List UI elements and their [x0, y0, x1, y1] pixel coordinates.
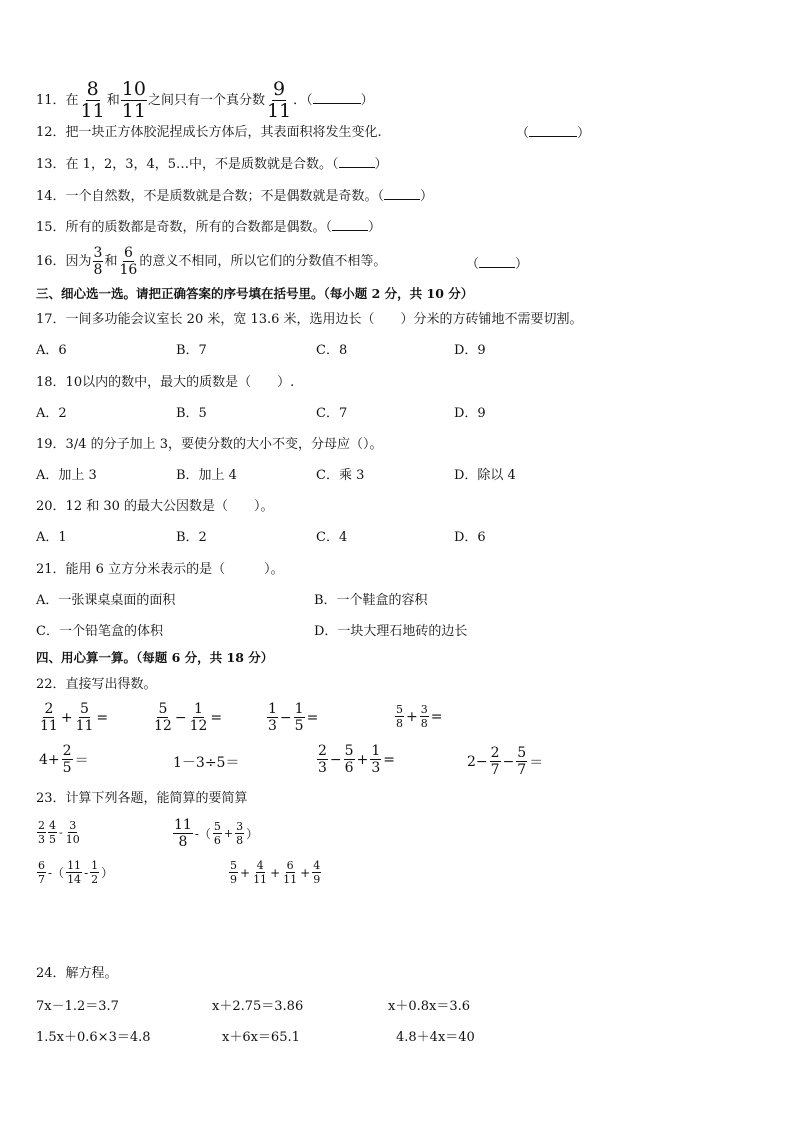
q22-expr-1: $\frac{2}{11}$ + $\frac{5}{11}$ = [40, 701, 109, 734]
answer-blank[interactable] [339, 155, 375, 168]
answer-blank[interactable] [332, 218, 368, 231]
q24-equation-3: x＋0.8x＝3.6 [388, 999, 471, 1014]
q22-expr-2: $\frac{5}{12}$ − $\frac{1}{12}$ = [154, 701, 223, 734]
question-24: 24．解方程。 [36, 966, 118, 981]
fraction-9-11: $\frac{9}{11}$ [266, 78, 292, 122]
q21-option-a[interactable]: A．一张课桌桌面的面积 [36, 593, 176, 608]
q23-expr-1: $\frac{2}{3}$ $\frac{4}{5}$ - $\frac{3}{10}$ [38, 819, 80, 846]
q12-answer: （ ） [516, 126, 591, 141]
q21-option-d[interactable]: D．一块大理石地砖的边长 [314, 624, 468, 639]
question-13: 13．在 1，2，3，4，5…中，不是质数就是合数。（ ） [36, 157, 388, 172]
q24-equation-6: 4.8＋4x＝40 [396, 1030, 475, 1045]
q23-expr-3: $\frac{6}{7}$ -（ $\frac{11}{14}$ - $\frac{1}{2}$ ） [38, 859, 114, 886]
q19-option-b[interactable]: B．加上 4 [176, 468, 237, 483]
q24-equation-2: x＋2.75＝3.86 [212, 999, 304, 1014]
q20-option-b[interactable]: B．2 [176, 530, 207, 545]
q23-expr-2: $\frac{11}{8}$ -（ $\frac{5}{6}$ + $\frac{3}{8}$ ） [174, 817, 259, 850]
q11-prefix: 11．在 [36, 93, 79, 108]
q24-equation-4: 1.5x＋0.6×3＝4.8 [36, 1030, 151, 1045]
fraction-3-8: $\frac{3}{8}$ [93, 245, 103, 278]
answer-blank[interactable] [313, 91, 361, 104]
q20-option-c[interactable]: C．4 [316, 530, 348, 545]
question-15: 15．所有的质数都是奇数，所有的合数都是偶数。（ ） [36, 220, 382, 235]
q22-expr-7: $\frac{2}{3}$ − $\frac{5}{6}$ + $\frac{1}{3}$ = [318, 743, 395, 776]
q16-answer: （ ） [466, 257, 529, 272]
q22-expr-6: 1－3÷5＝ [173, 755, 240, 771]
question-18: 18．10以内的数中，最大的质数是（ ）. [36, 375, 295, 390]
q20-option-a[interactable]: A．1 [36, 530, 67, 545]
answer-blank[interactable] [529, 124, 577, 137]
q18-option-b[interactable]: B．5 [176, 406, 207, 421]
q22-expr-4: $\frac{5}{8}$ + $\frac{3}{8}$ = [396, 703, 443, 730]
q22-expr-3: $\frac{1}{3}$ − $\frac{1}{5}$ = [268, 701, 319, 734]
section-4-heading: 四、用心算一算。（每题 6 分，共 18 分） [36, 650, 274, 665]
q24-equation-5: x＋6x＝65.1 [222, 1030, 300, 1045]
section-3-heading: 三、细心选一选。请把正确答案的序号填在括号里。（每小题 2 分，共 10 分） [36, 286, 474, 301]
fraction-10-11: $\frac{10}{11}$ [121, 78, 146, 122]
q21-option-c[interactable]: C．一个铅笔盒的体积 [36, 624, 163, 639]
question-14: 14．一个自然数，不是质数就是合数；不是偶数就是奇数。（ ） [36, 189, 434, 204]
answer-blank[interactable] [479, 255, 515, 268]
q21-option-b[interactable]: B．一个鞋盒的容积 [314, 593, 428, 608]
q22-expr-5: 4+ $\frac{2}{5}$ ＝ [39, 743, 89, 776]
q18-option-a[interactable]: A．2 [36, 406, 67, 421]
q20-option-d[interactable]: D．6 [454, 530, 486, 545]
fraction-8-11: $\frac{8}{11}$ [80, 78, 105, 122]
q17-option-b[interactable]: B．7 [176, 343, 207, 358]
q24-equation-1: 7x－1.2＝3.7 [36, 999, 119, 1014]
fraction-6-16: $\frac{6}{16}$ [119, 245, 138, 278]
question-11: 11．在 $\frac{8}{11}$ 和 $\frac{10}{11}$ 之间只有一个真分数 $\frac{9}{11}$ ．（ ） [36, 78, 374, 122]
question-23: 23．计算下列各题，能简算的要简算 [36, 791, 248, 806]
q17-option-a[interactable]: A．6 [36, 343, 67, 358]
question-21: 21．能用 6 立方分米表示的是（ ）。 [36, 562, 284, 577]
q17-option-d[interactable]: D．9 [454, 343, 486, 358]
q17-option-c[interactable]: C．8 [316, 343, 348, 358]
question-12: 12．把一块正方体胶泥捏成长方体后，其表面积将发生变化. [36, 125, 382, 140]
question-19: 19．3/4 的分子加上 3，要使分数的大小不变，分母应（）。 [36, 437, 383, 452]
q22-expr-8: 2− $\frac{2}{7}$ − $\frac{5}{7}$ ＝ [467, 745, 544, 778]
question-22: 22．直接写出得数。 [36, 677, 157, 692]
q18-option-c[interactable]: C．7 [316, 406, 348, 421]
question-20: 20．12 和 30 的最大公因数是（ ）。 [36, 499, 274, 514]
q19-option-c[interactable]: C．乘 3 [316, 468, 365, 483]
answer-blank[interactable] [384, 187, 420, 200]
q19-option-a[interactable]: A．加上 3 [36, 468, 97, 483]
question-16: 16．因为 $\frac{3}{8}$ 和 $\frac{6}{16}$ 的意义不相同，所以它们的分数值不相等。 [36, 245, 387, 278]
question-17: 17．一间多功能会议室长 20 米，宽 13.6 米，选用边长（ ）分米的方砖铺地不需要切割。 [36, 312, 583, 327]
q23-expr-4: $\frac{5}{9}$ + $\frac{4}{11}$ + $\frac{6}{11}$ + $\frac{4}{9}$ [230, 859, 321, 886]
q18-option-d[interactable]: D．9 [454, 406, 486, 421]
q19-option-d[interactable]: D．除以 4 [454, 468, 516, 483]
